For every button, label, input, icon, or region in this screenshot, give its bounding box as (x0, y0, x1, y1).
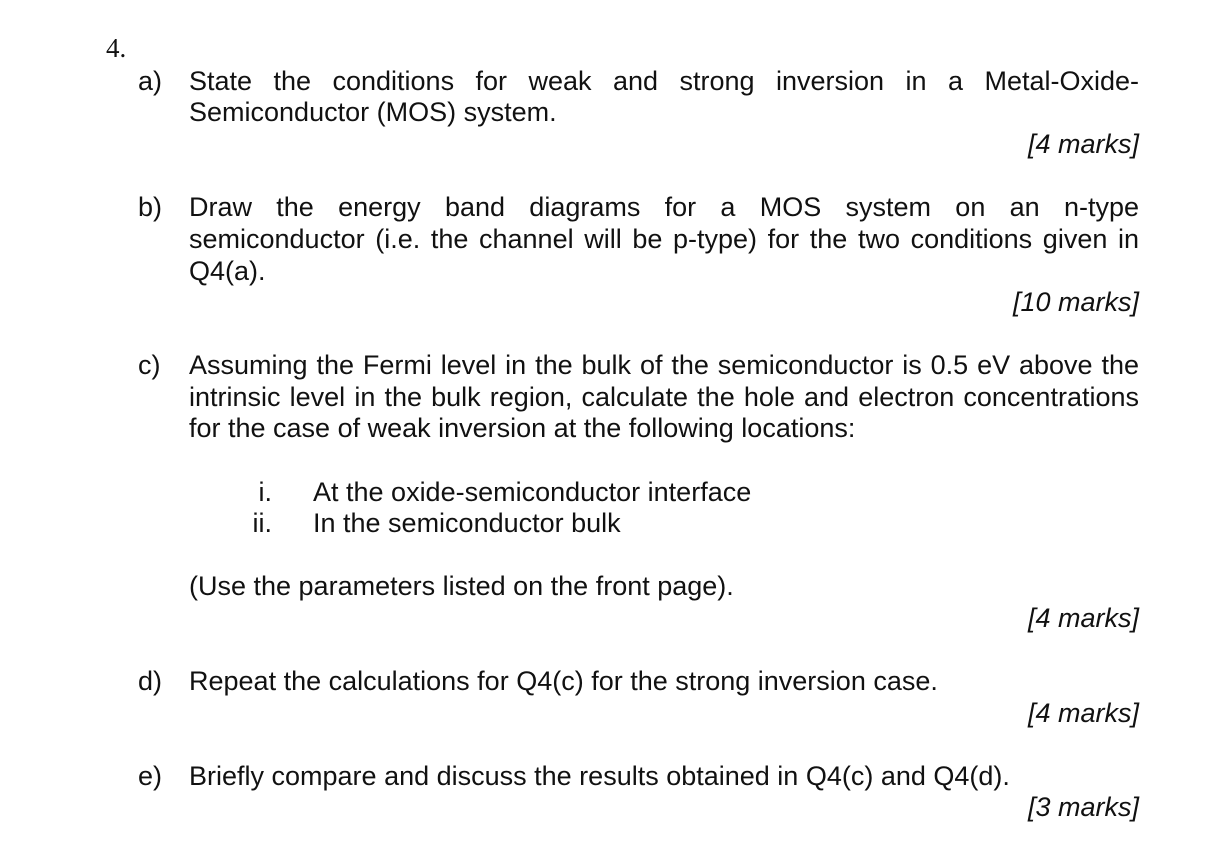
sub-item-text: In the semiconductor bulk (313, 508, 621, 538)
part-d-label: d) (138, 666, 163, 696)
part-b-line-3: Q4(a). (189, 256, 266, 286)
part-d-line-1: Repeat the calculations for Q4(c) for the strong inversion case. (189, 666, 938, 696)
part-e-line-1: Briefly compare and discuss the results obtained in Q4(c) and Q4(d). (189, 761, 1010, 791)
part-c-label: c) (138, 350, 161, 380)
part-a-label: a) (138, 66, 163, 96)
part-a-line-1: State the conditions for weak and strong inversion in a Metal-Oxide- (189, 66, 1139, 96)
part-a-marks: [4 marks] (1027, 129, 1139, 159)
part-b-marks: [10 marks] (1012, 287, 1139, 317)
question-number: 4. (106, 33, 127, 63)
part-e-marks: [3 marks] (1027, 792, 1139, 822)
part-c-marks: [4 marks] (1027, 603, 1139, 633)
part-a-line-2: Semiconductor (MOS) system. (189, 97, 557, 127)
sub-item-numeral: ii. (252, 508, 272, 538)
part-b-label: b) (138, 192, 163, 222)
part-b-line-1: Draw the energy band diagrams for a MOS system on an n-type (189, 192, 1139, 222)
sub-item-text: At the oxide-semiconductor interface (313, 477, 752, 507)
part-c-note: (Use the parameters listed on the front page). (189, 571, 734, 601)
part-e-label: e) (138, 761, 163, 791)
part-b-line-2: semiconductor (i.e. the channel will be p-type) for the two conditions given in (189, 224, 1139, 254)
part-d-marks: [4 marks] (1027, 698, 1139, 728)
part-c-line-1: Assuming the Fermi level in the bulk of the semiconductor is 0.5 eV above the (189, 350, 1139, 380)
part-c-line-3: for the case of weak inversion at the following locations: (189, 413, 856, 443)
part-c-line-2: intrinsic level in the bulk region, calculate the hole and electron concentrations (189, 382, 1139, 412)
sub-item-numeral: i. (258, 477, 272, 507)
